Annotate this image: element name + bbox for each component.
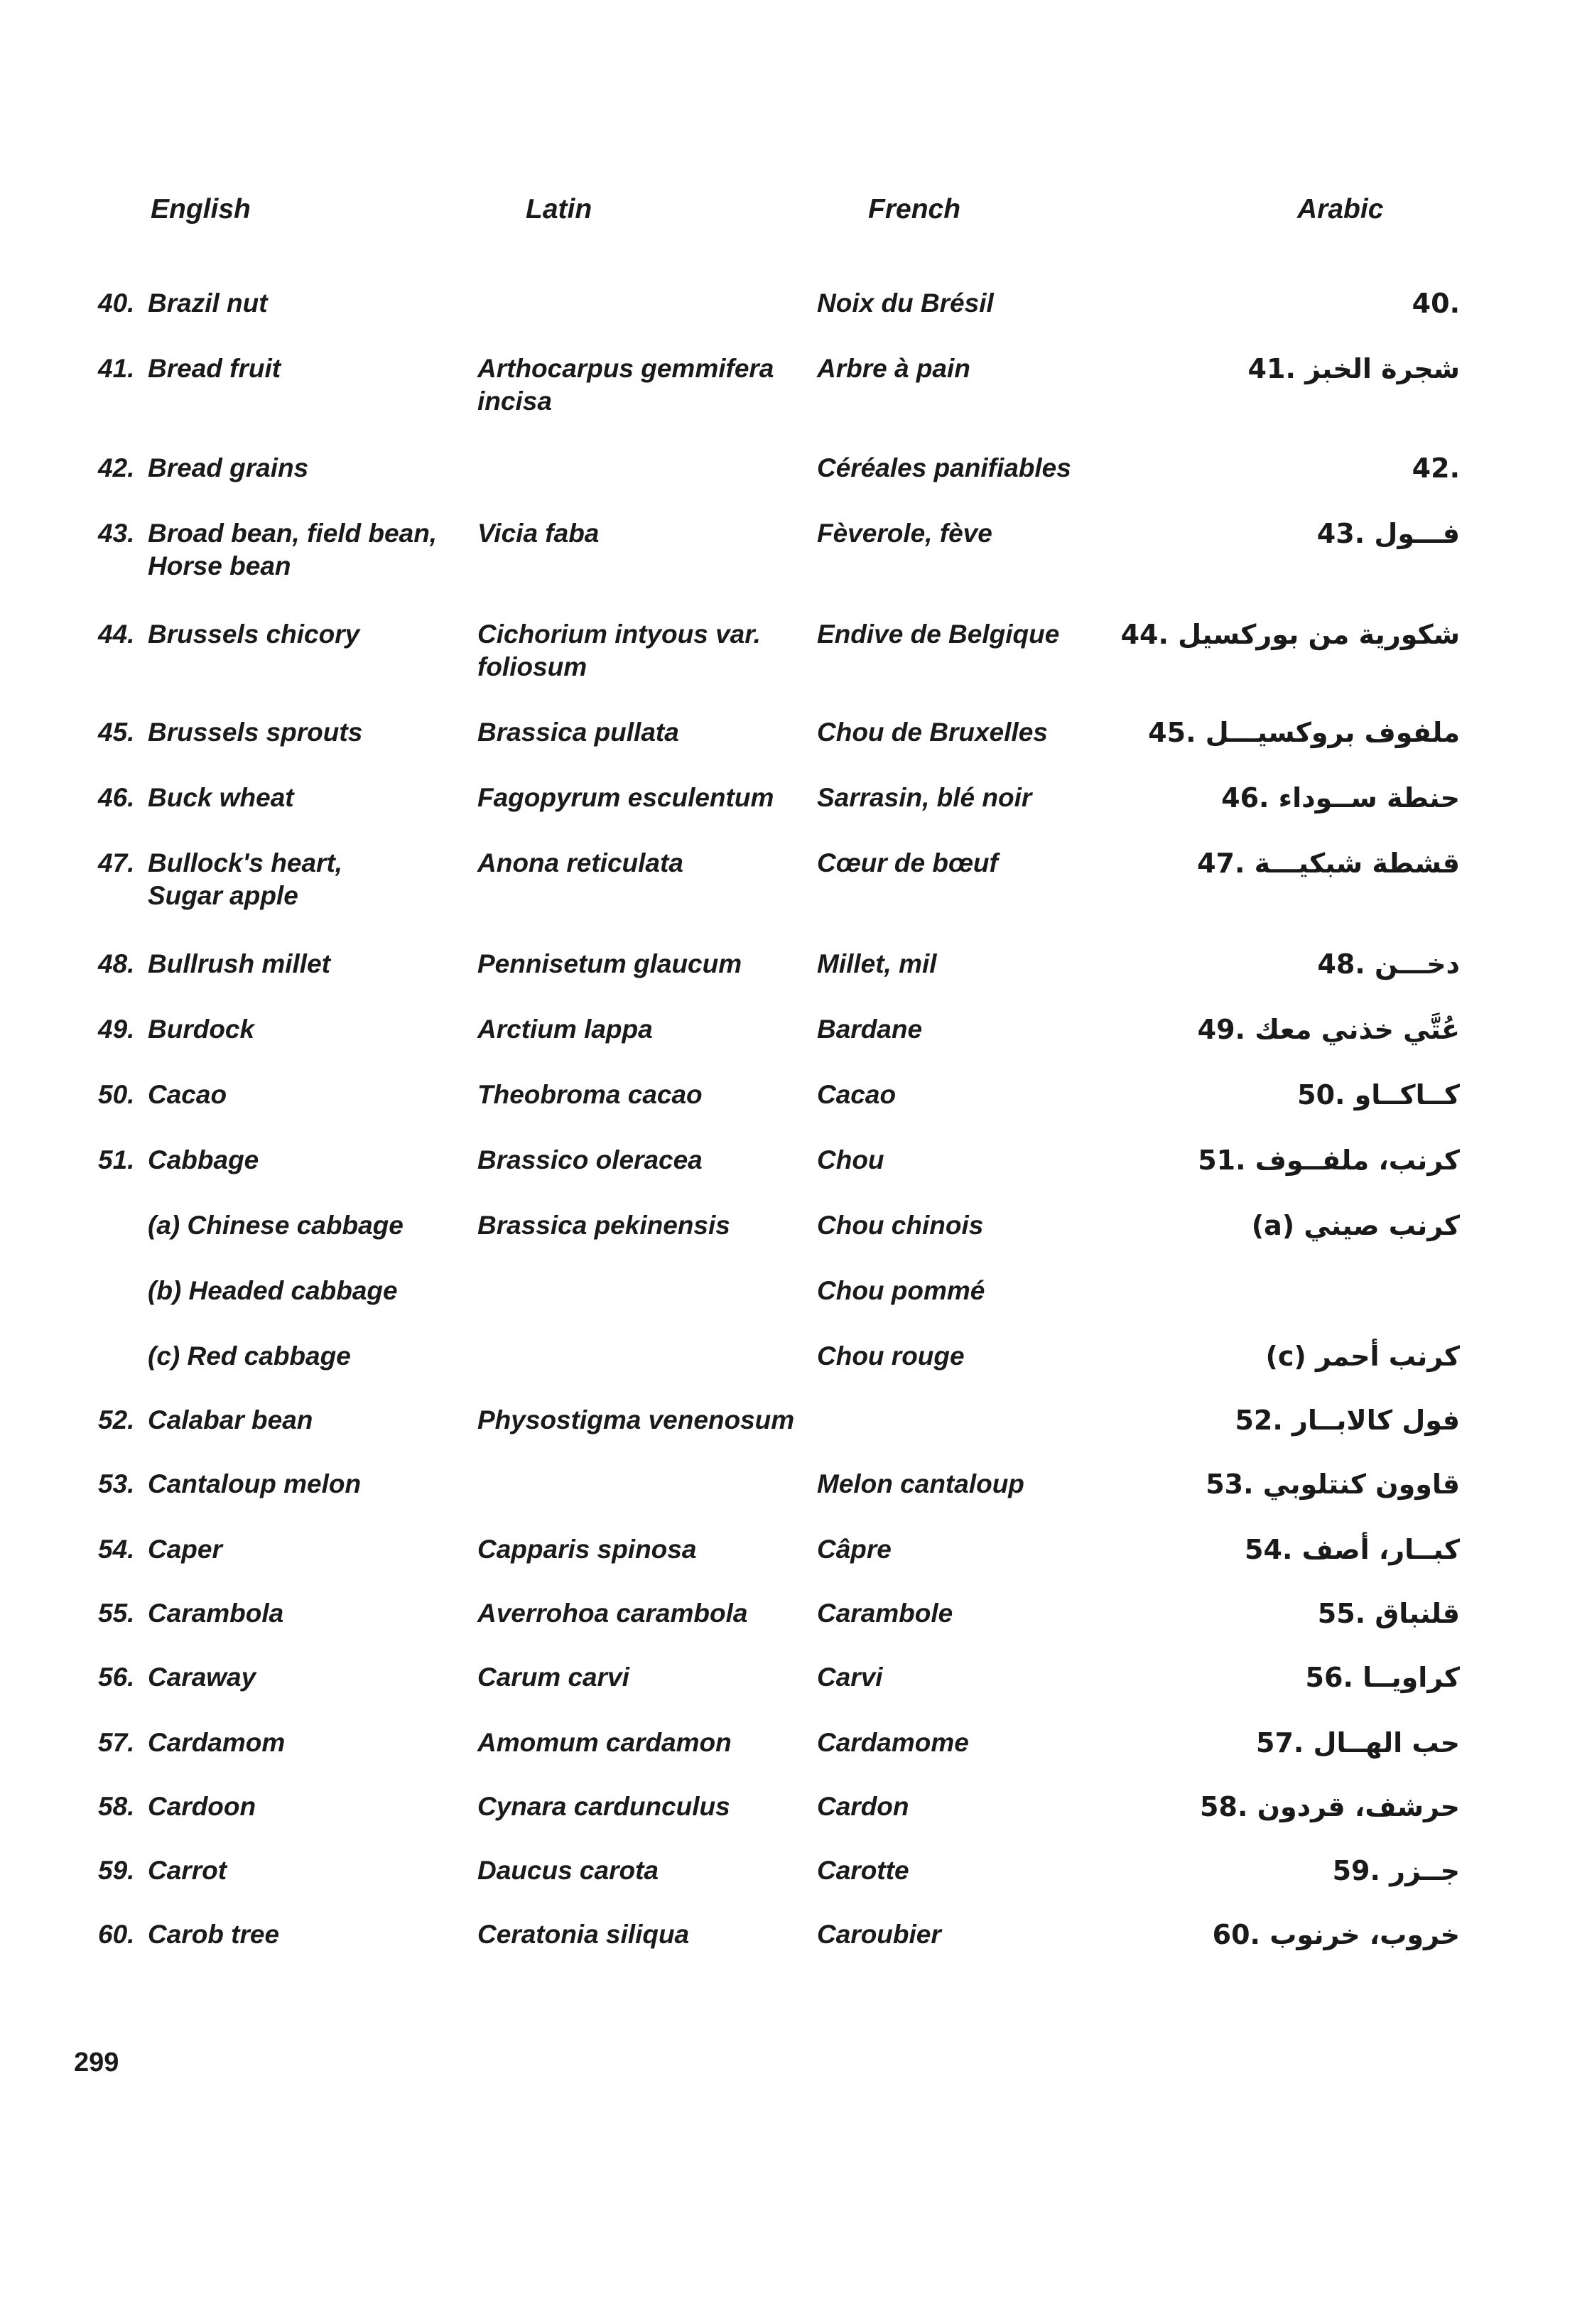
entry-number: 57. — [98, 1728, 135, 1757]
cell-latin: Arthocarpus gemmifera incisa — [477, 354, 774, 416]
cell-english: 45. Brussels sprouts — [98, 716, 467, 749]
cell-latin: Amomum cardamon — [477, 1728, 732, 1757]
cell-arabic: قشطة شبكيـــة .47 — [1197, 848, 1460, 879]
cell-french: Cardamome — [817, 1728, 969, 1757]
cell-latin: Brassico oleracea — [477, 1145, 703, 1174]
entry-number: 60. — [98, 1920, 135, 1949]
cell-arabic: شجرة الخبز .41 — [1247, 353, 1460, 384]
cell-english: (c) Red cabbage — [148, 1341, 351, 1371]
cell-latin: Brassica pekinensis — [477, 1211, 730, 1240]
entry-number: 48. — [98, 949, 135, 978]
entry-number: 43. — [98, 519, 135, 548]
entry-number: 44. — [98, 620, 135, 649]
cell-french: Caroubier — [817, 1920, 941, 1949]
cell-english: 48. Bullrush millet — [98, 948, 467, 980]
cell-latin: Cichorium intyous var. foliosum — [477, 620, 761, 681]
entry-number: 50. — [98, 1080, 135, 1109]
cell-english: 40. Brazil nut — [98, 287, 467, 320]
cell-arabic: حب الهــال .57 — [1256, 1727, 1460, 1758]
cell-arabic: شكورية من بوركسيل .44 — [1120, 619, 1460, 650]
cell-french: Chou de Bruxelles — [817, 718, 1048, 747]
entry-number: 41. — [98, 354, 135, 383]
cell-english: 60. Carob tree — [98, 1918, 467, 1951]
cell-latin: Brassica pullata — [477, 718, 679, 747]
cell-french: Carvi — [817, 1663, 883, 1692]
cell-latin: Daucus carota — [477, 1856, 659, 1885]
cell-french: Cœur de bœuf — [817, 848, 998, 877]
cell-latin: Theobroma cacao — [477, 1080, 703, 1109]
cell-arabic: قاوون كنتلوبي .53 — [1206, 1469, 1460, 1500]
cell-arabic: كرنب، ملفــوف .51 — [1198, 1145, 1460, 1176]
cell-arabic: جــزر .59 — [1332, 1855, 1460, 1886]
cell-english: 59. Carrot — [98, 1854, 467, 1887]
cell-french: Endive de Belgique — [817, 620, 1060, 649]
cell-arabic: قلنباق .55 — [1317, 1598, 1460, 1629]
cell-arabic: كبــار، أصف .54 — [1245, 1534, 1460, 1565]
cell-latin: Cynara cardunculus — [477, 1792, 730, 1821]
cell-arabic: ملفوف بروكسيـــل .45 — [1148, 717, 1460, 748]
cell-french: Noix du Brésil — [817, 288, 994, 318]
cell-french: Carotte — [817, 1856, 909, 1885]
cell-latin: Arctium lappa — [477, 1015, 653, 1044]
cell-arabic: حنطة ســوداء .46 — [1221, 782, 1460, 814]
cell-english: 47. Bullock's heart, Sugar apple — [98, 848, 343, 910]
entry-number: 52. — [98, 1405, 135, 1434]
cell-english: (b) Headed cabbage — [148, 1276, 398, 1305]
cell-english: 50. Cacao — [98, 1079, 467, 1111]
cell-latin: Physostigma venenosum — [477, 1405, 795, 1434]
cell-french: Céréales panifiables — [817, 453, 1071, 482]
entry-number: 42. — [98, 453, 135, 482]
entry-number: 51. — [98, 1145, 135, 1174]
cell-arabic: كرنب صيني (a) — [1251, 1210, 1460, 1241]
cell-french: Chou chinois — [817, 1211, 984, 1240]
cell-french: Bardane — [817, 1015, 923, 1044]
cell-french: Millet, mil — [817, 949, 937, 978]
entry-number: 53. — [98, 1469, 135, 1498]
cell-french: Chou pommé — [817, 1276, 985, 1305]
entry-number: 45. — [98, 718, 135, 747]
page-number: 299 — [74, 2048, 119, 2077]
cell-latin: Vicia faba — [477, 519, 600, 548]
cell-english: 55. Carambola — [98, 1597, 467, 1630]
cell-latin: Capparis spinosa — [477, 1535, 697, 1564]
entry-number: 56. — [98, 1663, 135, 1692]
cell-arabic: عُتَّي خذني معك .49 — [1197, 1014, 1460, 1045]
cell-french: Chou rouge — [817, 1341, 965, 1371]
entry-number: 54. — [98, 1535, 135, 1564]
cell-english: 44. Brussels chicory — [98, 618, 467, 651]
cell-french: Carambole — [817, 1599, 953, 1628]
cell-latin: Anona reticulata — [477, 848, 683, 877]
cell-arabic: فـــول .43 — [1316, 518, 1460, 549]
entry-number: 59. — [98, 1856, 135, 1885]
cell-french: Cacao — [817, 1080, 897, 1109]
cell-arabic: كراويــا .56 — [1305, 1662, 1460, 1693]
cell-latin: Fagopyrum esculentum — [477, 783, 774, 812]
entry-number: 47. — [98, 848, 135, 877]
cell-latin: Pennisetum glaucum — [477, 949, 742, 978]
cell-latin: Carum carvi — [477, 1663, 629, 1692]
entry-number: 40. — [98, 288, 135, 318]
header-latin: Latin — [526, 194, 592, 225]
cell-french: Sarrasin, blé noir — [817, 783, 1032, 812]
cell-arabic: كرنب أحمر (c) — [1265, 1341, 1460, 1372]
entry-number: 46. — [98, 783, 135, 812]
cell-arabic: كــاكــاو .50 — [1297, 1079, 1460, 1110]
cell-arabic: حرشف، قردون .58 — [1200, 1791, 1460, 1822]
cell-english: 49. Burdock — [98, 1013, 467, 1046]
cell-latin: Ceratonia siliqua — [477, 1920, 690, 1949]
cell-french: Fèverole, fève — [817, 519, 992, 548]
cell-english: 58. Cardoon — [98, 1790, 467, 1823]
cell-english: 54. Caper — [98, 1533, 467, 1566]
cell-english: 43. Broad bean, field bean, Horse bean — [98, 519, 438, 580]
cell-french: Melon cantaloup — [817, 1469, 1024, 1498]
cell-english: 42. Bread grains — [98, 452, 467, 485]
header-french: French — [868, 194, 961, 225]
header-english: English — [151, 194, 251, 225]
entry-number: 49. — [98, 1015, 135, 1044]
cell-english: 52. Calabar bean — [98, 1404, 467, 1437]
entry-number: 55. — [98, 1599, 135, 1628]
cell-french: Câpre — [817, 1535, 892, 1564]
cell-arabic: دخـــن .48 — [1317, 948, 1460, 980]
cell-english: 46. Buck wheat — [98, 782, 467, 814]
cell-arabic: .42 — [1412, 453, 1460, 484]
cell-english: 41. Bread fruit — [98, 352, 467, 385]
cell-english: 56. Caraway — [98, 1661, 467, 1694]
entry-number: 58. — [98, 1792, 135, 1821]
cell-arabic: خروب، خرنوب .60 — [1212, 1919, 1460, 1950]
cell-english: 51. Cabbage — [98, 1144, 467, 1177]
cell-english: 57. Cardamom — [98, 1726, 467, 1759]
cell-latin: Averrohoa carambola — [477, 1599, 748, 1628]
header-arabic: Arabic — [1297, 194, 1384, 225]
cell-french: Cardon — [817, 1792, 909, 1821]
cell-french: Chou — [817, 1145, 884, 1174]
cell-arabic: فول كالابــار .52 — [1235, 1405, 1460, 1436]
cell-french: Arbre à pain — [817, 354, 970, 383]
cell-english: (a) Chinese cabbage — [148, 1211, 404, 1240]
cell-arabic: .40 — [1412, 288, 1460, 319]
cell-english: 53. Cantaloup melon — [98, 1468, 467, 1501]
